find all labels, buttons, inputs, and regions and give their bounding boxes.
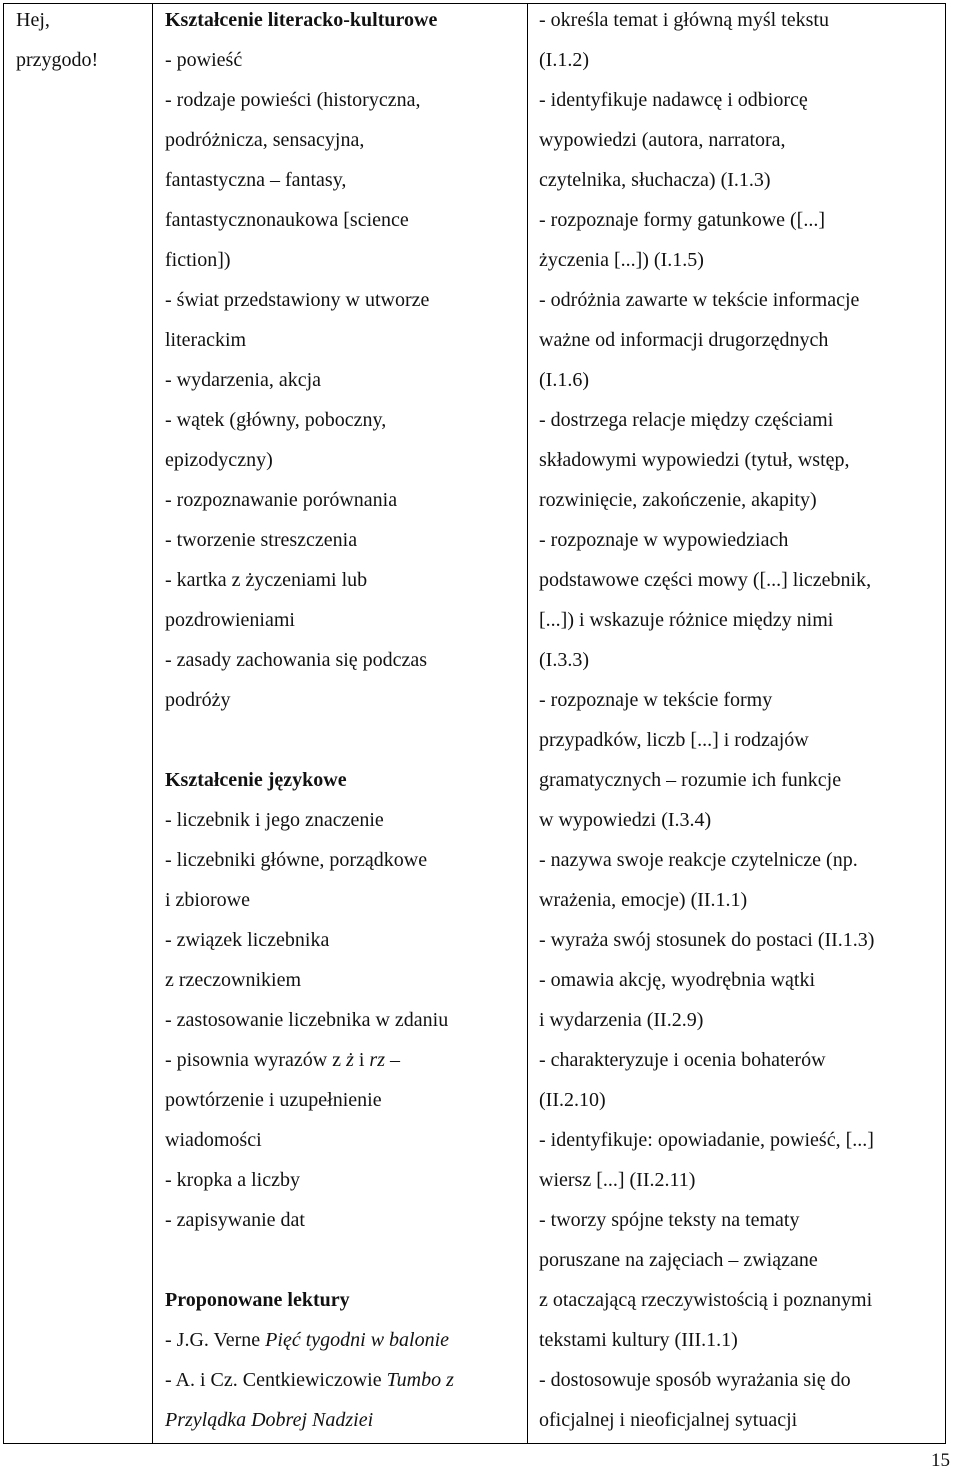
- reading-author: - J.G. Verne: [165, 1329, 266, 1351]
- content-line: powtórzenie i uzupełnienie: [165, 1089, 382, 1111]
- content-line: - powieść: [165, 49, 243, 71]
- content-line: z rzeczownikiem: [165, 969, 302, 991]
- outcome-line: - rozpoznaje formy gatunkowe ([...]: [539, 209, 825, 231]
- outcome-line: wrażenia, emocje) (II.1.1): [539, 889, 748, 911]
- content-line: literackim: [165, 329, 247, 351]
- outcome-line: życzenia [...]) (I.1.5): [539, 249, 704, 271]
- page-number: 15: [931, 1450, 950, 1471]
- content-line: - wydarzenia, akcja: [165, 369, 322, 391]
- outcome-line: i wydarzenia (II.2.9): [539, 1009, 704, 1031]
- content-line: podróżnicza, sensacyjna,: [165, 129, 365, 151]
- outcome-line: poruszane na zajęciach – związane: [539, 1249, 818, 1271]
- outcome-line: - określa temat i główną myśl tekstu: [539, 9, 829, 31]
- reading-title-continued: Przylądka Dobrej Nadziei: [165, 1409, 374, 1431]
- spelling-mid: i: [353, 1049, 370, 1071]
- unit-title-line: Hej,: [16, 9, 50, 31]
- outcome-line: przypadków, liczb [...] i rodzajów: [539, 729, 809, 751]
- outcome-line: składowymi wypowiedzi (tytuł, wstęp,: [539, 449, 850, 471]
- reading-author: - A. i Cz. Centkiewiczowie: [165, 1369, 387, 1391]
- outcome-line: - nazywa swoje reakcje czytelnicze (np.: [539, 849, 858, 871]
- outcome-line: - identyfikuje nadawcę i odbiorcę: [539, 89, 808, 111]
- outcome-line: - odróżnia zawarte w tekście informacje: [539, 289, 860, 311]
- reading-item: [165, 1360, 454, 1400]
- column-divider: [152, 4, 153, 1443]
- column-divider: [527, 4, 528, 1443]
- outcome-line: wypowiedzi (autora, narratora,: [539, 129, 786, 151]
- outcome-line: - wyraża swój stosunek do postaci (II.1.3): [539, 929, 875, 951]
- content-line: - zasady zachowania się podczas: [165, 649, 428, 671]
- unit-title-line: przygodo!: [16, 49, 99, 71]
- content-line: - wątek (główny, poboczny,: [165, 409, 387, 431]
- outcome-line: oficjalnej i nieoficjalnej sytuacji: [539, 1409, 798, 1431]
- content-line: - liczebnik i jego znaczenie: [165, 809, 384, 831]
- content-line: - tworzenie streszczenia: [165, 529, 358, 551]
- spelling-letter-zh: ż: [346, 1049, 354, 1071]
- outcome-line: z otaczającą rzeczywistością i poznanymi: [539, 1289, 873, 1311]
- content-line: epizodyczny): [165, 449, 273, 471]
- content-line: wiadomości: [165, 1129, 262, 1151]
- content-line: - liczebniki główne, porządkowe: [165, 849, 428, 871]
- content-line: - kropka a liczby: [165, 1169, 300, 1191]
- outcome-line: [...]) i wskazuje różnice między nimi: [539, 609, 834, 631]
- content-line: fiction]): [165, 249, 231, 271]
- content-line: - świat przedstawiony w utworze: [165, 289, 430, 311]
- content-line: - związek liczebnika: [165, 929, 330, 951]
- content-line: - rozpoznawanie porównania: [165, 489, 398, 511]
- curriculum-table: [3, 3, 946, 1444]
- section-header-readings: Proponowane lektury: [165, 1289, 350, 1311]
- outcome-line: czytelnika, słuchacza) (I.1.3): [539, 169, 771, 191]
- outcome-line: ważne od informacji drugorzędnych: [539, 329, 829, 351]
- content-line-spelling: [165, 1040, 400, 1080]
- outcome-line: (I.3.3): [539, 649, 589, 671]
- outcome-line: wiersz [...] (II.2.11): [539, 1169, 696, 1191]
- outcome-line: (II.2.10): [539, 1089, 606, 1111]
- outcome-line: (I.1.6): [539, 369, 589, 391]
- section-header-language: Kształcenie językowe: [165, 769, 347, 791]
- reading-item: [165, 1320, 449, 1360]
- outcome-line: - rozpoznaje w wypowiedziach: [539, 529, 789, 551]
- spelling-suffix: –: [385, 1049, 400, 1071]
- reading-title: Tumbo z: [386, 1369, 454, 1391]
- outcome-line: - dostrzega relacje między częściami: [539, 409, 834, 431]
- spelling-prefix: - pisownia wyrazów z: [165, 1049, 347, 1071]
- outcome-line: - omawia akcję, wyodrębnia wątki: [539, 969, 816, 991]
- content-line: - zapisywanie dat: [165, 1209, 305, 1231]
- content-line: i zbiorowe: [165, 889, 250, 911]
- content-line: - zastosowanie liczebnika w zdaniu: [165, 1009, 449, 1031]
- outcome-line: gramatycznych – rozumie ich funkcje: [539, 769, 842, 791]
- outcome-line: - charakteryzuje i ocenia bohaterów: [539, 1049, 826, 1071]
- outcome-line: - rozpoznaje w tekście formy: [539, 689, 773, 711]
- outcome-line: podstawowe części mowy ([...] liczebnik,: [539, 569, 872, 591]
- content-line: fantastycznonaukowa [science: [165, 209, 409, 231]
- content-line: pozdrowieniami: [165, 609, 295, 631]
- reading-title: Pięć tygodni w balonie: [265, 1329, 450, 1351]
- content-line: fantastyczna – fantasy,: [165, 169, 347, 191]
- outcome-line: tekstami kultury (III.1.1): [539, 1329, 738, 1351]
- content-line: - rodzaje powieści (historyczna,: [165, 89, 421, 111]
- section-header-literary: Kształcenie literacko-kulturowe: [165, 9, 438, 31]
- outcome-line: - tworzy spójne teksty na tematy: [539, 1209, 800, 1231]
- outcome-line: w wypowiedzi (I.3.4): [539, 809, 712, 831]
- outcome-line: - dostosowuje sposób wyrażania się do: [539, 1369, 851, 1391]
- spelling-letter-rz: rz: [369, 1049, 385, 1071]
- content-line: podróży: [165, 689, 231, 711]
- outcome-line: rozwinięcie, zakończenie, akapity): [539, 489, 817, 511]
- outcome-line: (I.1.2): [539, 49, 589, 71]
- outcome-line: - identyfikuje: opowiadanie, powieść, [...]: [539, 1129, 874, 1151]
- content-line: - kartka z życzeniami lub: [165, 569, 368, 591]
